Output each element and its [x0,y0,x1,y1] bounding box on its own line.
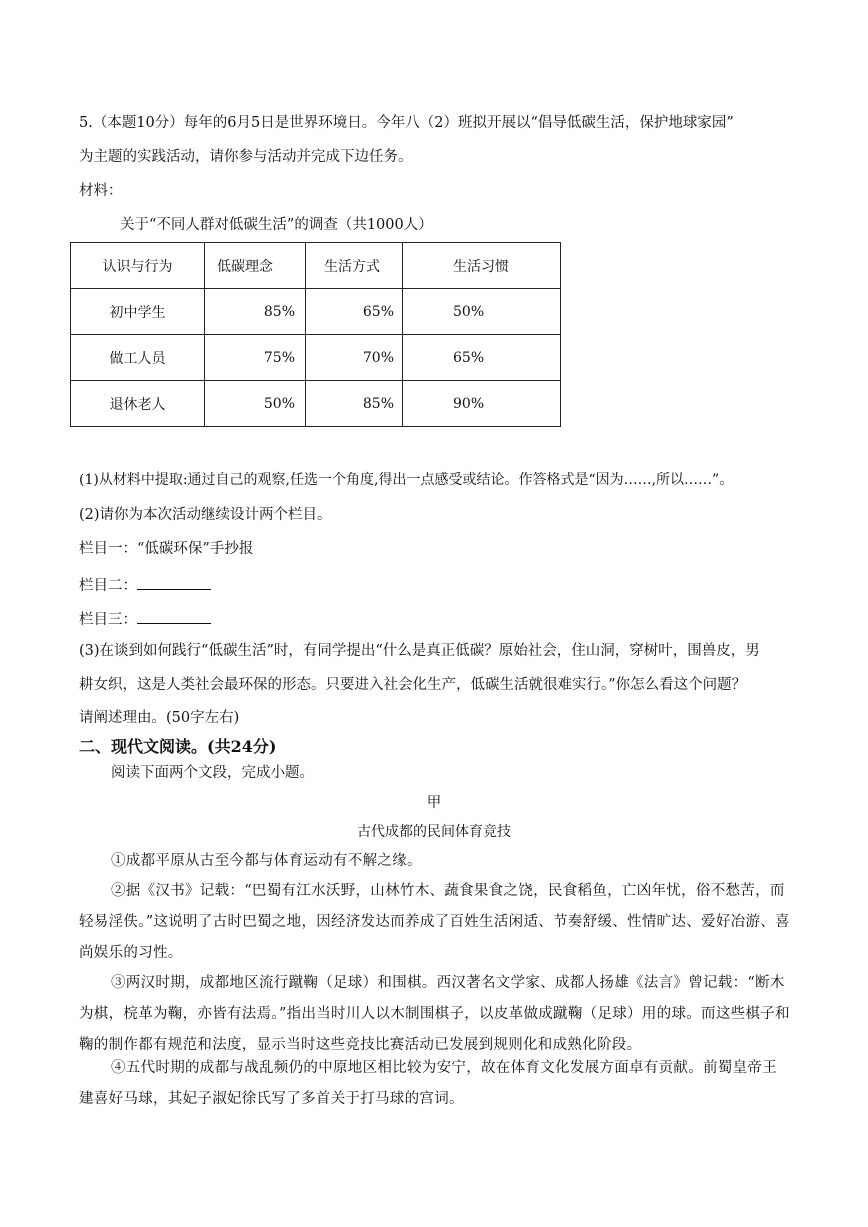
table-header-cell: 认识与行为 [71,243,205,289]
column-2-blank[interactable] [137,573,211,590]
table-cell: 做工人员 [71,335,205,381]
material-label: 材料： [79,183,123,199]
passage-title: 古代成都的民间体育竞技 [357,824,511,840]
table-cell: 退休老人 [71,381,205,427]
column-2 [79,573,211,596]
table-row [71,335,561,381]
table-cell: 75% [205,335,306,381]
table-cell: 85% [205,289,306,335]
task-3-line-3: 请阐述理由。(50字左右) [79,710,240,726]
task-3-line-1: (3)在谈到如何践行“低碳生活”时，有同学提出“什么是真正低碳？原始社会，住山洞，穿树叶，围兽皮，男 [79,643,760,659]
passage-label: 甲 [426,795,442,811]
table-header-cell: 生活方式 [306,243,403,289]
paragraph-3: ③两汉时期，成都地区流行蹴鞠（足球）和围棋。西汉著名文学家、成都人扬雄《法言》曾记载：“断木为棋，梡革为鞠，亦皆有法焉。”指出当时川人以木制围棋子，以皮革做成蹴鞠（足球）用的球。而这些棋子和鞠的制作都有规范和法度，显示当时这些竞技比赛活动已发展到规则化和成熟化阶段。 [79,975,790,1053]
column-3 [79,607,211,630]
column-3-label: 栏目三： [79,612,137,628]
task-1: (1)从材料中提取:通过自己的观察,任选一个角度,得出一点感受或结论。作答格式是“因为……,所以……”。 [79,472,734,488]
table-cell: 50% [205,381,306,427]
question-intro-line-2: 为主题的实践活动，请你参与活动并完成下边任务。 [79,149,413,165]
table-cell: 70% [306,335,403,381]
paragraph-4: ④五代时期的成都与战乱频仍的中原地区相比较为安宁，故在体育文化发展方面卓有贡献。前蜀皇帝王建喜好马球，其妃子淑妃徐氏写了多首关于打马球的宫词。 [79,1060,777,1107]
paragraph-2: ②据《汉书》记载：“巴蜀有江水沃野，山林竹木、蔬食果食之饶，民食稻鱼，亡凶年忧，俗不愁苦，而轻易淫佚。”这说明了古时巴蜀之地，因经济发达而养成了百姓生活闲适、节奏舒缓、性情旷达、爱好冶游、喜尚娱乐的习性。 [79,883,790,961]
table-row [71,381,561,427]
table-title: 关于“不同人群对低碳生活”的调查（共1000人） [120,217,433,233]
table-cell: 90% [403,381,561,427]
task-2: (2)请你为本次活动继续设计两个栏目。 [79,507,332,523]
table-row [71,289,561,335]
table-cell: 65% [306,289,403,335]
table-cell: 85% [306,381,403,427]
task-3-line-2: 耕女织，这是人类社会最环保的形态。只要进入社会化生产，低碳生活就很难实行。”你怎么看这个问题？ [79,677,747,693]
column-1: 栏目一：“低碳环保”手抄报 [79,541,254,557]
column-3-blank[interactable] [137,607,211,624]
table-cell: 50% [403,289,561,335]
table-cell: 65% [403,335,561,381]
table-cell: 初中学生 [71,289,205,335]
question-intro-line-1: 5.（本题10分）每年的6月5日是世界环境日。今年八（2）班拟开展以“倡导低碳生活，保护地球家园” [79,115,734,131]
column-2-label: 栏目二： [79,578,137,594]
paragraph-1: ①成都平原从古至今都与体育运动有不解之缘。 [111,853,422,869]
table-header-cell: 生活习惯 [403,243,561,289]
section-instruction: 阅读下面两个文段，完成小题。 [111,765,314,781]
section-heading: 二、现代文阅读。(共24分) [79,737,277,756]
survey-table [70,242,561,427]
table-header-cell: 低碳理念 [205,243,306,289]
table-header-row [71,243,561,289]
